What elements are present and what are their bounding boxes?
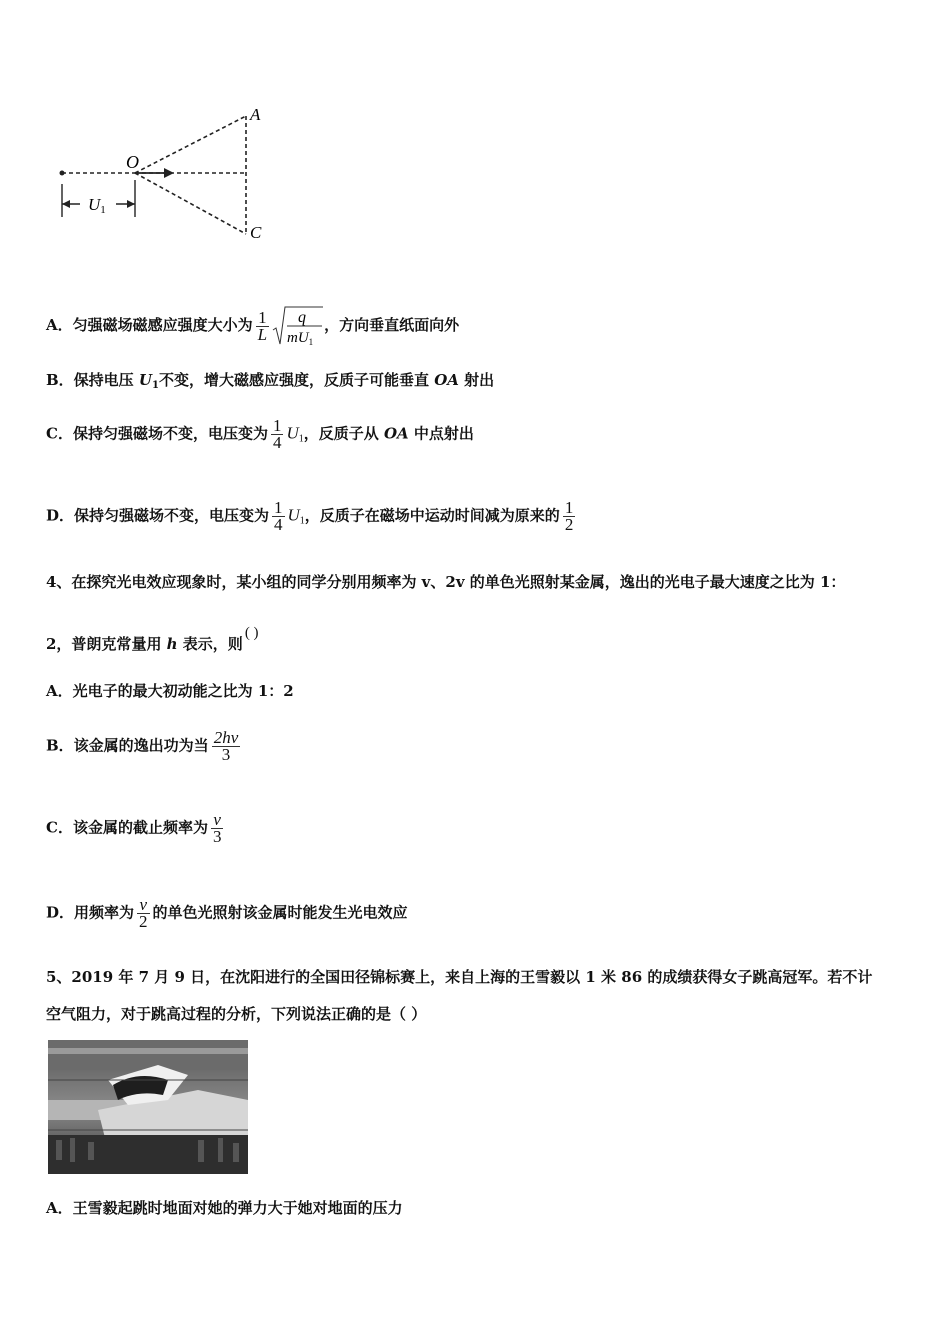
q3-option-a-suffix: ，方向垂直纸面向外 <box>324 316 460 334</box>
q4-stem-line1: 4、在探究光电效应现象时，某小组的同学分别用频率为 v、2v 的单色光照射某金属，逸出的光电子最大速度之比为 1： <box>46 573 846 591</box>
q4-stem-line2 <box>46 625 259 655</box>
q4-answer-paren: ( ) <box>244 625 259 641</box>
magnetic-field-diagram <box>50 100 280 250</box>
q4-option-c-fraction: $\frac{v}{3}$ <box>212 810 222 846</box>
oc-dashed-line <box>135 173 246 234</box>
q3-option-c-prefix: C．保持匀强磁场不变，电压变为 <box>46 424 268 443</box>
q3-option-d-fraction: $\frac{1}{4}$ <box>274 498 283 534</box>
oa-dashed-line <box>135 116 246 173</box>
svg-text:q: q <box>298 309 307 326</box>
q3-option-b-oa: OA <box>434 371 459 389</box>
label-u1: U1 <box>88 195 106 216</box>
q3-option-b-var-sub: 1 <box>152 380 159 391</box>
label-o: O <box>126 152 139 172</box>
q3-option-c-oa: OA <box>383 424 409 443</box>
start-point <box>60 171 65 176</box>
q4-option-d-prefix: D．用频率为 <box>46 903 135 922</box>
q4-option-a[interactable]: A．光电子的最大初动能之比为 1：2 <box>46 682 294 700</box>
q4-stem-prefix: 2，普朗克常量用 <box>46 635 167 653</box>
q3-option-d-fraction2: $\frac{1}{2}$ <box>564 498 574 534</box>
q4-stem-suffix: 表示，则 <box>177 635 243 653</box>
q3-option-b[interactable] <box>46 370 494 396</box>
q4-option-d-fraction: $\frac{v}{2}$ <box>139 895 148 931</box>
q3-option-a-prefix: A．匀强磁场磁感应强度大小为 <box>46 316 253 334</box>
q4-option-b-prefix: B．该金属的逸出功为当 <box>46 736 209 755</box>
q3-option-b-var: U <box>138 371 152 389</box>
velocity-arrowhead <box>164 168 174 178</box>
q3-option-d[interactable] <box>46 500 578 533</box>
q3-option-c-fraction: $\frac{1}{4}$ <box>272 416 282 452</box>
q4-option-c[interactable] <box>46 812 226 845</box>
q3-option-d-mid: ，反质子在磁场中运动时间减为原来的 <box>304 506 560 525</box>
q4-option-b[interactable] <box>46 730 243 763</box>
label-c: C <box>250 223 262 242</box>
q3-option-b-mid: 不变，增大磁感应强度，反质子可能垂直 <box>158 371 435 389</box>
q3-option-a-sqrt <box>272 304 324 348</box>
label-a: A <box>250 105 261 124</box>
svg-text:mU1: $mU_1$ <box>287 330 314 347</box>
q3-option-b-suffix: 射出 <box>458 371 495 389</box>
u1-left-arrowhead <box>62 200 70 208</box>
q4-stem-h: h <box>166 635 178 653</box>
q3-option-b-prefix: B．保持电压 <box>46 371 139 389</box>
q3-option-a-fraction: $\frac{1}{L}$ <box>257 307 268 344</box>
q3-option-d-var-sub: 1 <box>299 515 305 527</box>
q5-option-a[interactable]: A．王雪毅起跳时地面对她的弹力大于她对地面的压力 <box>46 1199 403 1217</box>
q3-option-c-var: U <box>286 423 299 443</box>
q3-option-d-var: U <box>287 505 300 525</box>
q5-stem-line1: 5、2019 年 7 月 9 日，在沈阳进行的全国田径锦标赛上，来自上海的王雪毅以 1 米 86 的成绩获得女子跳高冠军。若不计 <box>46 968 873 986</box>
q3-option-c[interactable] <box>46 418 474 451</box>
high-jump-photo <box>48 1040 248 1174</box>
q3-option-a[interactable] <box>46 304 459 348</box>
q4-option-c-prefix: C．该金属的截止频率为 <box>46 818 208 837</box>
q4-option-d[interactable] <box>46 897 408 930</box>
q4-option-b-fraction: $\frac{2hv}{3}$ <box>213 728 239 764</box>
q4-option-d-suffix: 的单色光照射该金属时能发生光电效应 <box>152 903 408 922</box>
q5-stem-line2: 空气阻力，对于跳高过程的分析，下列说法正确的是（ ） <box>46 1005 427 1023</box>
q3-option-c-var-sub: 1 <box>298 433 304 445</box>
q3-option-c-suffix: 中点射出 <box>408 424 474 443</box>
q3-option-d-prefix: D．保持匀强磁场不变，电压变为 <box>46 506 270 525</box>
u1-right-arrowhead <box>127 200 135 208</box>
q3-option-c-mid: ，反质子从 <box>303 424 384 443</box>
